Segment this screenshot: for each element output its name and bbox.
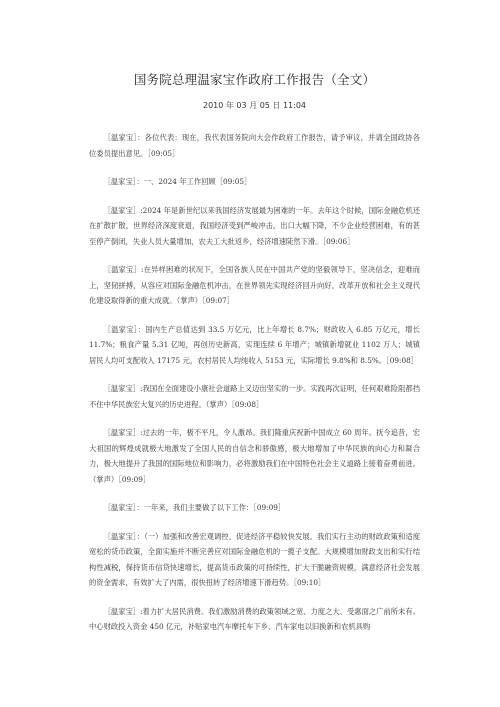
document-date: 2010 年 03 月 05 日 11:04 [202,101,307,110]
paragraph: ［温家宝］:过去的一年，极不平凡，令人激昂。我们隆重庆祝新中国成立 60 周年。抚今追昔，宏大祖国的辉煌成就极大地激发了全国人民的自信念和骄傲感，极大地增加了中华民族的向心力和凝合力，极大地提升了我国的国际地位和影响力，必将激励我们在中国特色社会主义道路上接着奋勇前进。（掌声）［09:09］ [89,428,420,484]
paragraph: ［温家宝］:着力扩大居民消费。我们激励消费的政策领域之宽、力度之大、受惠面之广前所未有。中心财政投入资金 450 亿元，补贴家电汽车摩托车下乡、汽车家电以旧换新和农机具购 [89,606,420,631]
paragraph: ［温家宝］：（一）加强和改善宏观调控，促进经济平稳较快发展。我们实行主动的财政政策和适度宽松的货币政策，全面实施并不断完善应对国际金融危机的一揽子支配。大规模增加财政支出和实行结构性减税，保持货币信贷快速增长，提高货币政策的可持续性，扩大干脆融资规模，满意经济社会发展的资金需求，有效扩大了内需，很快扭转了经济增速下滑趋势。［09:10］ [89,531,420,587]
paragraph: ［温家宝］:2024 年是新世纪以来我国经济发展最为困难的一年。去年这个时候，国际金融危机还在扩散扩散，世界经济深度衰退，我国经济受到严峻冲击，出口大幅下降，不少企业经营困难，有的甚至停产倒闭，失业人员大量增加，农夫工大批返乡，经济增速陡然下滑。［09:06］ [89,205,420,246]
paragraph: ［温家宝］：各位代表：现在，我代表国务院向大会作政府工作报告，请予审议，并请全国政协各位委员提出意见。［09:05］ [89,133,420,158]
paragraph: ［温家宝］:在异样困难的状况下，全国各族人民在中国共产党的坚毅领导下，坚决信念，迎难而上，坚韧拼搏，从容应对国际金融危机冲击，在世界领先实现经济回升向好，改革开放和社会主义现代化建设取得新的重大成就。（掌声）［09:07］ [89,265,420,305]
paragraph: ［温家宝］：一年来，我们主要做了以下工作：［09:09］ [103,503,286,512]
paragraph: ［温家宝］：一、2024 年工作回顾［09:05］ [103,177,252,186]
document-body [89,130,420,635]
paragraph: ［温家宝］：国内生产总值达到 33.5 万亿元，比上年增长 8.7%；财政收入 6.85 万亿元，增长 11.7%；粮食产量 5.31 亿吨，再创历史新高，实现连续 6 年增产；城镇新增就业 1102 万人；城镇居民人均可支配收入 17175 元，农村居民人均纯收入 5153 元，实际增长 9.8%和 8.5%。［09:08］ [89,324,420,365]
paragraph: ［温家宝］:我国在全面建设小康社会道路上又迈出坚实的一步。实践再次证明，任何艰难险阻都挡不住中华民族宏大复兴的历史进程。（掌声）［09:08］ [89,384,420,409]
document-title: 国务院总理温家宝作政府工作报告（全文） [133,72,376,87]
